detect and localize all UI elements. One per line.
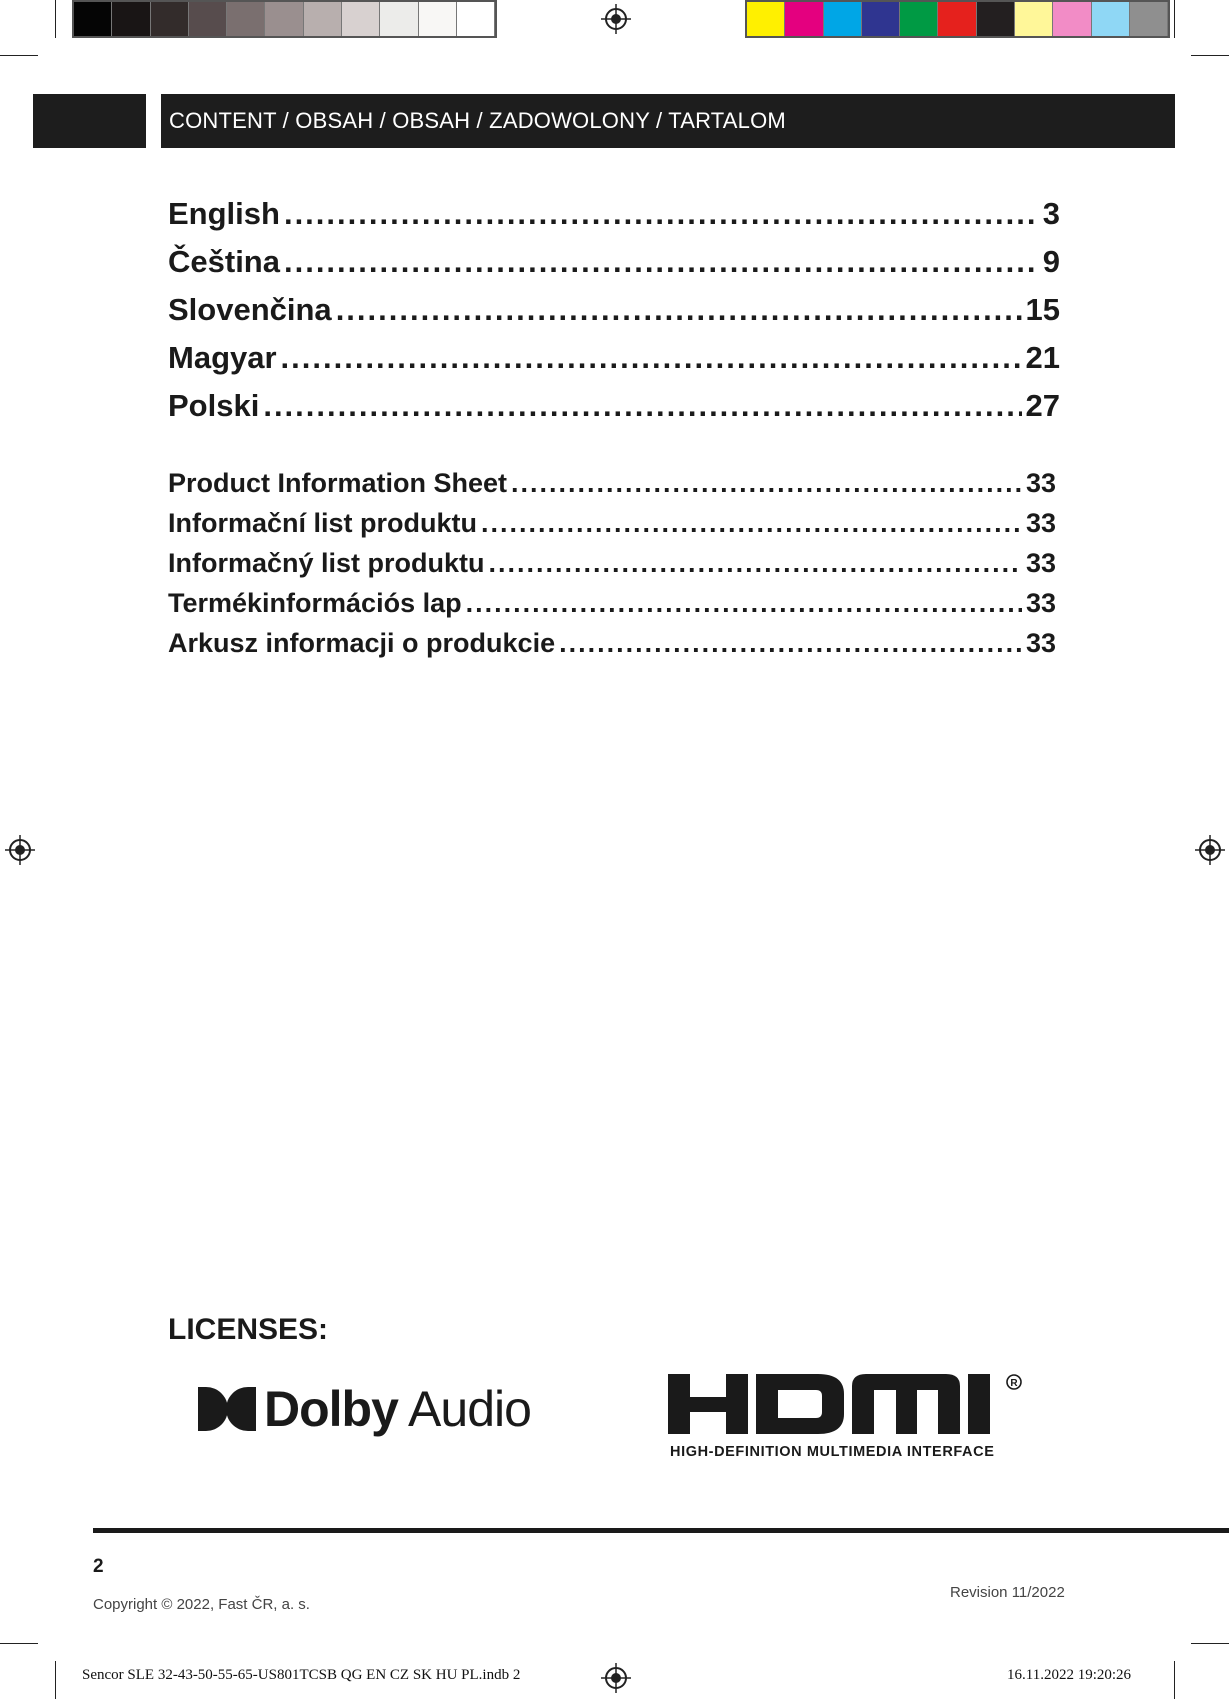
- color-swatch: [747, 2, 785, 36]
- crop-mark: [55, 0, 56, 38]
- toc-entry-page: 3: [1042, 196, 1060, 231]
- revision-text: Revision 11/2022: [950, 1584, 1065, 1601]
- color-swatch: [112, 2, 150, 36]
- header-tab-block: [33, 94, 146, 148]
- toc-leader-dots: [511, 468, 1022, 499]
- grayscale-calibration-bar: [72, 0, 497, 38]
- color-swatch: [227, 2, 265, 36]
- toc-entry-label: English: [168, 196, 280, 231]
- crop-mark: [1191, 1643, 1229, 1644]
- toc-entry-label: Informační list produktu: [168, 508, 478, 538]
- color-swatch: [151, 2, 189, 36]
- toc-entry[interactable]: [168, 628, 1056, 668]
- toc-entry-label: Product Information Sheet: [168, 468, 508, 498]
- toc-entry[interactable]: [168, 340, 1060, 388]
- color-swatch: [74, 2, 112, 36]
- dolby-wordmark: Dolby Audio: [264, 1381, 531, 1437]
- color-swatch: [900, 2, 938, 36]
- toc-entry[interactable]: [168, 588, 1056, 628]
- toc-info-sheets: [168, 468, 1056, 668]
- toc-entry-page: 15: [1025, 292, 1060, 327]
- toc-leader-dots: [481, 508, 1022, 539]
- toc-entry[interactable]: [168, 388, 1060, 436]
- color-swatch: [1015, 2, 1053, 36]
- toc-entry-label: Informačný list produktu: [168, 548, 485, 578]
- page-number: 2: [93, 1556, 104, 1577]
- toc-entry[interactable]: [168, 196, 1060, 244]
- toc-entry[interactable]: [168, 292, 1060, 340]
- hdmi-logo-icon: [668, 1372, 1030, 1436]
- color-swatch: [380, 2, 418, 36]
- hdmi-subtitle: HIGH-DEFINITION MULTIMEDIA INTERFACE: [670, 1444, 995, 1460]
- registration-mark-icon: [1195, 835, 1225, 865]
- toc-entry[interactable]: [168, 548, 1056, 588]
- toc-leader-dots: [284, 196, 1039, 232]
- color-calibration-bar: [745, 0, 1170, 38]
- crop-mark: [0, 55, 38, 56]
- crop-mark: [1174, 0, 1175, 38]
- toc-entry-label: Termékinformációs lap: [168, 588, 462, 618]
- toc-entry-page: 9: [1042, 244, 1060, 279]
- toc-entry-page: 21: [1025, 340, 1060, 375]
- toc-languages: [168, 196, 1060, 436]
- color-swatch: [1053, 2, 1091, 36]
- toc-entry-page: 33: [1025, 508, 1056, 538]
- toc-entry-label: Polski: [168, 388, 260, 423]
- toc-entry[interactable]: [168, 244, 1060, 292]
- color-swatch: [342, 2, 380, 36]
- toc-leader-dots: [466, 588, 1022, 619]
- color-swatch: [1092, 2, 1130, 36]
- crop-mark: [1174, 1661, 1175, 1699]
- toc-entry-page: 27: [1025, 388, 1060, 423]
- svg-text:R: R: [1010, 1378, 1018, 1389]
- toc-entry[interactable]: [168, 468, 1056, 508]
- crop-mark: [55, 1661, 56, 1699]
- licenses-heading: LICENSES:: [168, 1313, 329, 1346]
- toc-entry-page: 33: [1025, 468, 1056, 498]
- toc-entry[interactable]: [168, 508, 1056, 548]
- toc-leader-dots: [281, 340, 1022, 376]
- toc-entry-label: Slovenčina: [168, 292, 332, 327]
- toc-entry-page: 33: [1025, 628, 1056, 658]
- page-title: CONTENT / OBSAH / OBSAH / ZADOWOLONY / TARTALOM: [169, 108, 786, 133]
- color-swatch: [457, 2, 495, 36]
- color-swatch: [189, 2, 227, 36]
- dolby-audio-logo: [198, 1377, 531, 1441]
- copyright-text: Copyright © 2022, Fast ČR, a. s.: [93, 1596, 310, 1613]
- registration-mark-icon: [5, 835, 35, 865]
- color-swatch: [419, 2, 457, 36]
- color-swatch: [265, 2, 303, 36]
- color-swatch: [824, 2, 862, 36]
- content-header-bar: [161, 94, 1175, 148]
- dolby-double-d-icon: [198, 1387, 256, 1431]
- crop-mark: [1191, 55, 1229, 56]
- color-swatch: [1130, 2, 1168, 36]
- toc-leader-dots: [489, 548, 1022, 579]
- toc-entry-page: 33: [1025, 548, 1056, 578]
- toc-entry-page: 33: [1025, 588, 1056, 618]
- toc-entry-label: Magyar: [168, 340, 277, 375]
- toc-entry-label: Čeština: [168, 244, 280, 279]
- toc-leader-dots: [284, 244, 1039, 280]
- crop-mark: [0, 1643, 38, 1644]
- footer-rule: [93, 1528, 1229, 1533]
- toc-leader-dots: [336, 292, 1022, 328]
- toc-leader-dots: [559, 628, 1022, 659]
- toc-entry-label: Arkusz informacji o produkcie: [168, 628, 556, 658]
- color-swatch: [785, 2, 823, 36]
- color-swatch: [304, 2, 342, 36]
- toc-leader-dots: [263, 388, 1021, 424]
- color-swatch: [977, 2, 1015, 36]
- color-swatch: [862, 2, 900, 36]
- slug-filename: Sencor SLE 32-43-50-55-65-US801TCSB QG EN CZ SK HU PL.indb 2: [82, 1667, 521, 1683]
- slug-datetime: 16.11.2022 19:20:26: [1007, 1667, 1132, 1683]
- registration-mark-icon: [601, 4, 631, 34]
- registration-mark-icon: [601, 1663, 631, 1693]
- color-swatch: [938, 2, 976, 36]
